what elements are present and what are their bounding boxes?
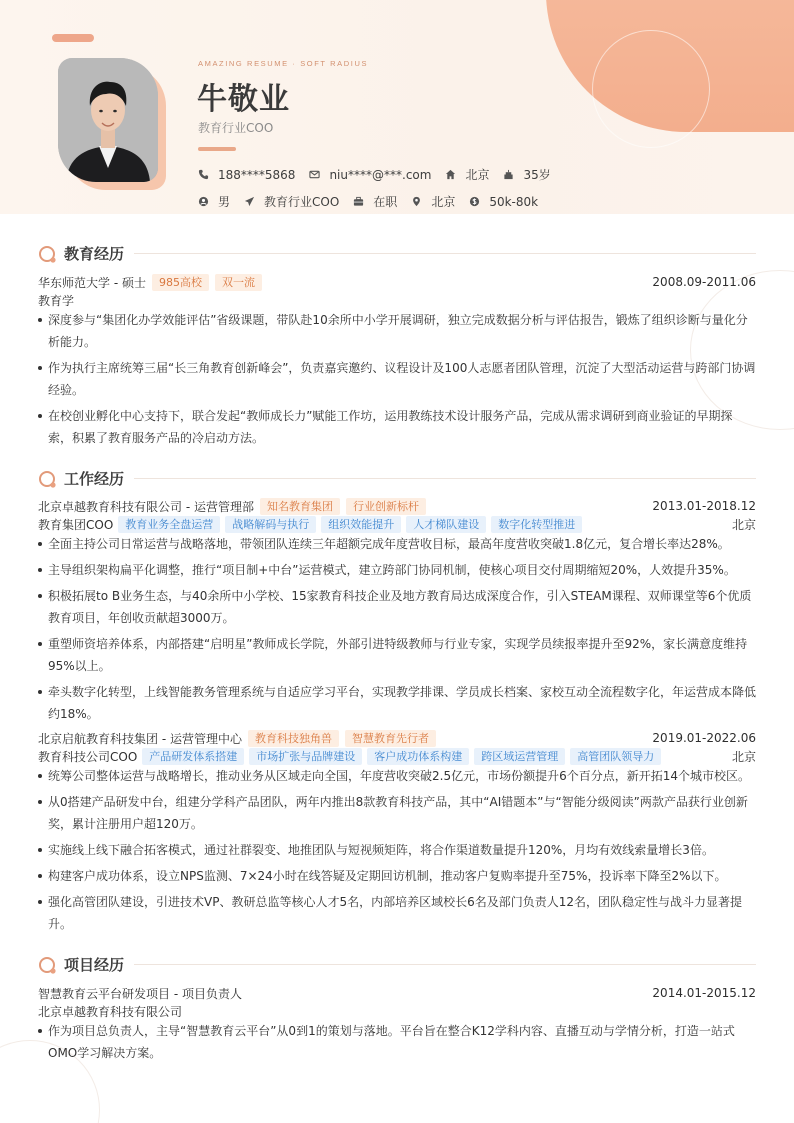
mail-icon [309, 169, 320, 180]
skill-tag: 高管团队领导力 [570, 748, 661, 765]
search-icon [38, 955, 58, 975]
contact-age [503, 166, 550, 183]
job-role: 教育集团COO [38, 517, 114, 532]
skill-tag: 客户成功体系构建 [367, 748, 469, 765]
skill-tag: 市场扩张与品牌建设 [249, 748, 362, 765]
location-pin-icon [411, 196, 422, 207]
resume-eyebrow: AMAZING RESUME · SOFT RADIUS [198, 59, 369, 68]
home-icon [445, 169, 456, 180]
contact-email [309, 168, 431, 182]
project-period: 2014.01-2015.12 [652, 986, 756, 1000]
city-value: 北京 [465, 168, 490, 182]
job-bullet: 从0搭建产品研发中台，组建分学科产品团队，两年内推出8款教育科技产品，其中“AI错题本”与“智能分级阅读”两款产品获行业创新奖，累计注册用户超120万。 [38, 791, 756, 835]
gender-value: 男 [218, 195, 231, 209]
briefcase-icon [353, 196, 364, 207]
education-major-row [38, 291, 756, 309]
job-period: 2013.01-2018.12 [652, 499, 756, 513]
education-bullet: 深度参与“集团化办学效能评估”省级课题，带队赴10余所中小学开展调研，独立完成数据分析与评估报告，锻炼了组织诊断与量化分析能力。 [38, 309, 756, 353]
company-name: 北京启航教育科技集团 - 运营管理中心 [38, 731, 242, 746]
phone-icon [198, 169, 209, 180]
job-bullet: 强化高管团队建设，引进技术VP、教研总监等核心人才5名，内部培养区域校长6名及部门负责人12名，团队稳定性与战斗力显著提升。 [38, 891, 756, 935]
job-bullet: 积极拓展to B业务生态，与40余所中小学校、15家教育科技企业及地方教育局达成深度合作，引入STEAM课程、双师课堂等6个优质教育项目，年创收贡献超3000万。 [38, 585, 756, 629]
job-bullet: 实施线上线下融合拓客模式，通过社群裂变、地推团队与短视频矩阵，将合作渠道数量提升120%，月均有效线索量增长3倍。 [38, 839, 756, 861]
job-bullet: 构建客户成功体系，设立NPS监测、7×24小时在线答疑及定期回访机制，推动客户复购率提升至75%，投诉率下降至2%以下。 [38, 865, 756, 887]
search-icon [38, 244, 58, 264]
company-tag: 行业创新标杆 [346, 498, 426, 515]
contact-city [445, 166, 489, 183]
skill-tag: 产品研发体系搭建 [142, 748, 244, 765]
education-bullet: 在校创业孵化中心支持下，联合发起“教师成长力”赋能工作坊，运用教练技术设计服务产品，完成从需求调研到商业验证的早期探索，积累了教育服务产品的冷启动方法。 [38, 405, 756, 449]
project-org-row [38, 1002, 756, 1020]
project-header [38, 984, 756, 1002]
job-location: 北京 [731, 517, 756, 532]
skill-tag: 人才梯队建设 [406, 516, 486, 533]
job-bullet: 主导组织架构扁平化调整，推行“项目制+中台”运营模式，建立跨部门协同机制，使核心项目交付周期缩短20%，人效提升35%。 [38, 559, 756, 581]
cake-icon [503, 169, 514, 180]
skill-tag: 教育业务全盘运营 [118, 516, 220, 533]
section-divider [134, 478, 756, 479]
skill-tag: 组织效能提升 [321, 516, 401, 533]
job-location: 北京 [731, 749, 756, 764]
school-tag: 双一流 [215, 274, 262, 291]
school-name: 华东师范大学 - 硕士 [38, 275, 146, 290]
decorative-bar [52, 34, 94, 42]
job-role-row [38, 515, 756, 533]
target-role-value: 教育行业COO [264, 195, 340, 209]
contact-row [198, 166, 565, 183]
email-value: niu****@***.com [329, 167, 432, 182]
phone-value: 188****5868 [218, 167, 296, 182]
section-title: 项目经历 [64, 956, 125, 974]
major: 教育学 [38, 293, 75, 308]
job-header [38, 729, 756, 747]
job-bullet: 统筹公司整体运营与战略增长，推动业务从区域走向全国，年度营收突破2.5亿元，市场份额提升6个百分点，新开拓14个城市校区。 [38, 765, 756, 787]
skill-tag: 数字化转型推进 [491, 516, 582, 533]
job-role: 教育科技公司COO [38, 749, 138, 764]
user-icon [198, 196, 209, 207]
money-icon [469, 196, 480, 207]
section-divider [134, 253, 756, 254]
salary-value: 50k-80k [489, 194, 539, 209]
profile-salary [469, 195, 538, 209]
project-bullet: 作为项目总负责人，主导“智慧教育云平台”从0到1的策划与落地。平台旨在整合K12学科内容、直播互动与学情分析，打造一站式OMO学习解决方案。 [38, 1020, 756, 1064]
education-period: 2008.09-2011.06 [652, 275, 756, 289]
candidate-name: 牛敬业 [197, 82, 290, 117]
section-divider [134, 964, 756, 965]
job-period: 2019.01-2022.06 [652, 731, 756, 745]
company-tag: 智慧教育先行者 [345, 730, 436, 747]
job-bullet: 全面主持公司日常运营与战略落地，带领团队连续三年超额完成年度营收目标，最高年度营收突破1.8亿元，复合增长率达28%。 [38, 533, 756, 555]
contact-phone [198, 168, 295, 182]
title-underline [198, 147, 236, 151]
job-header [38, 497, 756, 515]
project-org: 北京卓越教育科技有限公司 [38, 1004, 183, 1019]
job-bullet: 牵头数字化转型，上线智能教务管理系统与自适应学习平台，实现教学排课、学员成长档案、家校互动全流程数字化，年运营成本降低约18%。 [38, 681, 756, 725]
target-city-value: 北京 [431, 195, 456, 209]
school-tag: 985高校 [152, 274, 209, 291]
candidate-title: 教育行业COO [198, 121, 274, 135]
job-role-row [38, 747, 756, 765]
project-name: 智慧教育云平台研发项目 - 项目负责人 [38, 986, 242, 1001]
education-section-header [38, 243, 756, 264]
profile-gender [198, 193, 230, 210]
skill-tag: 战略解码与执行 [225, 516, 316, 533]
search-icon [38, 469, 58, 489]
age-value: 35岁 [523, 168, 551, 182]
education-entry-header [38, 273, 756, 291]
company-tag: 知名教育集团 [260, 498, 340, 515]
skill-tag: 跨区域运营管理 [474, 748, 565, 765]
company-name: 北京卓越教育科技有限公司 - 运营管理部 [38, 499, 254, 514]
profile-target-city [411, 193, 455, 210]
company-tag: 教育科技独角兽 [248, 730, 339, 747]
projects-section-header [38, 954, 756, 975]
education-bullet: 作为执行主席统筹三届“长三角教育创新峰会”，负责嘉宾邀约、议程设计及100人志愿者团队管理，沉淀了大型活动运营与跨部门协调经验。 [38, 357, 756, 401]
avatar-portrait [58, 58, 158, 182]
avatar [58, 58, 158, 182]
section-title: 教育经历 [64, 245, 125, 263]
send-icon [244, 196, 255, 207]
status-value: 在职 [373, 195, 398, 209]
profile-status [353, 193, 397, 210]
work-section-header [38, 468, 756, 489]
profile-target-role [244, 193, 339, 210]
section-title: 工作经历 [64, 470, 125, 488]
profile-row [198, 193, 552, 210]
job-bullet: 重塑师资培养体系，内部搭建“启明星”教师成长学院，外部引进特级教师与行业专家，实现学员续报率提升至92%，家长满意度维持95%以上。 [38, 633, 756, 677]
decorative-ring [592, 30, 710, 148]
